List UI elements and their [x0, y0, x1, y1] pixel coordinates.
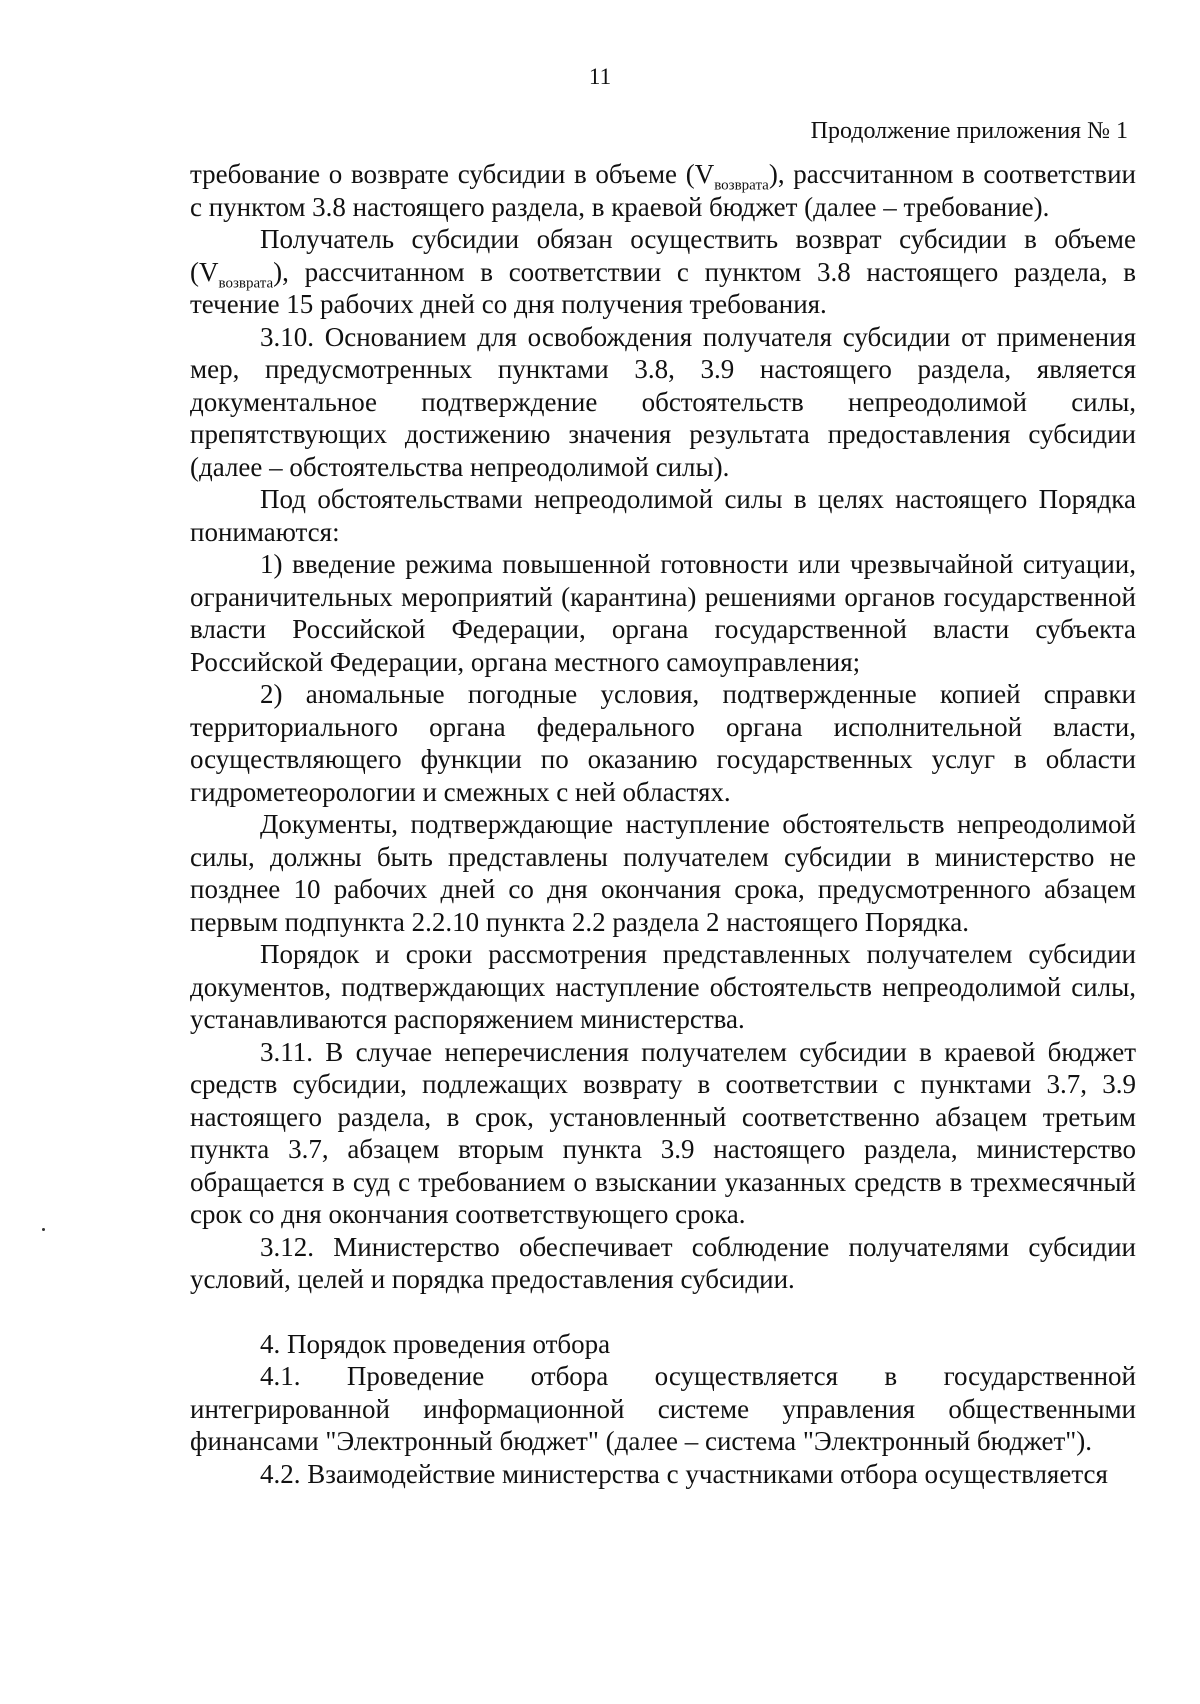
paragraph-return-requirement: требование о возврате субсидии в объеме $(V_{возврата})$, рассчитанном в соответствии с пунктом 3.8 настоящего раздела, в краевой бюджет (далее – требование).	[190, 159, 1136, 222]
page-number: 11	[588, 64, 612, 89]
list-item-1: 1) введение режима повышенной готовности или чрезвычайной ситуации, ограничительных мероприятий (карантина) решениями органов государственной власти Российской Федерации, органа государственной власти субъекта Российской Федерации, органа местного самоуправления;	[190, 549, 1136, 677]
paragraph-4-2: 4.2. Взаимодействие министерства с участниками отбора осуществляется	[260, 1458, 1108, 1489]
paragraph-recipient-obligation: Получатель субсидии обязан осуществить возврат субсидии в объеме $(V_{возврата})$, рассчитанном в соответствии с пунктом 3.8 настоящего раздела, в течение 15 рабочих дней со дня получения требования.	[190, 224, 1136, 319]
paragraph-3-10: 3.10. Основанием для освобождения получателя субсидии от применения мер, предусмотренных пунктами 3.8, 3.9 настоящего раздела, является документальное подтверждение обстоятельств непреодолимой силы, препятствующих достижению значения результата предоставления субсидии (далее – обстоятельства непреодолимой силы).	[190, 321, 1136, 482]
paragraph-4-1: 4.1. Проведение отбора осуществляется в государственной интегрированной информационной системе управления общественными финансами "Электронный бюджет" (далее – система "Электронный бюджет").	[190, 1361, 1136, 1456]
paragraph-3-12: 3.12. Министерство обеспечивает соблюдение получателями субсидии условий, целей и порядка предоставления субсидии.	[190, 1231, 1136, 1294]
scan-artifact-dot	[42, 1228, 45, 1231]
paragraph-review-procedure: Порядок и сроки рассмотрения представленных получателем субсидии документов, подтверждающих наступление обстоятельств непреодолимой силы, устанавливаются распоряжением министерства.	[190, 939, 1136, 1034]
document-body	[190, 158, 1136, 1490]
paragraph-documents: Документы, подтверждающие наступление обстоятельств непреодолимой силы, должны быть представлены получателем субсидии в министерство не позднее 10 рабочих дней со дня окончания срока, предусмотренного абзацем первым подпункта 2.2.10 пункта 2.2 раздела 2 настоящего Порядка.	[190, 809, 1136, 937]
list-item-2: 2) аномальные погодные условия, подтвержденные копией справки территориального органа федерального органа исполнительной власти, осуществляющего функции по оказанию государственных услуг в области гидрометеорологии и смежных с ней областях.	[190, 679, 1136, 807]
paragraph-force-majeure-definition: Под обстоятельствами непреодолимой силы в целях настоящего Порядка понимаются:	[190, 484, 1136, 547]
appendix-continuation-label: Продолжение приложения № 1	[810, 118, 1128, 144]
paragraph-3-11: 3.11. В случае неперечисления получателем субсидии в краевой бюджет средств субсидии, подлежащих возврату в соответствии с пунктами 3.7, 3.9 настоящего раздела, в срок, установленный соответственно абзацем третьим пункта 3.7, абзацем вторым пункта 3.9 настоящего раздела, министерство обращается в суд с требованием о взыскании указанных средств в трехмесячный срок со дня окончания соответствующего срока.	[190, 1036, 1136, 1229]
section-heading: 4. Порядок проведения отбора	[260, 1328, 611, 1359]
